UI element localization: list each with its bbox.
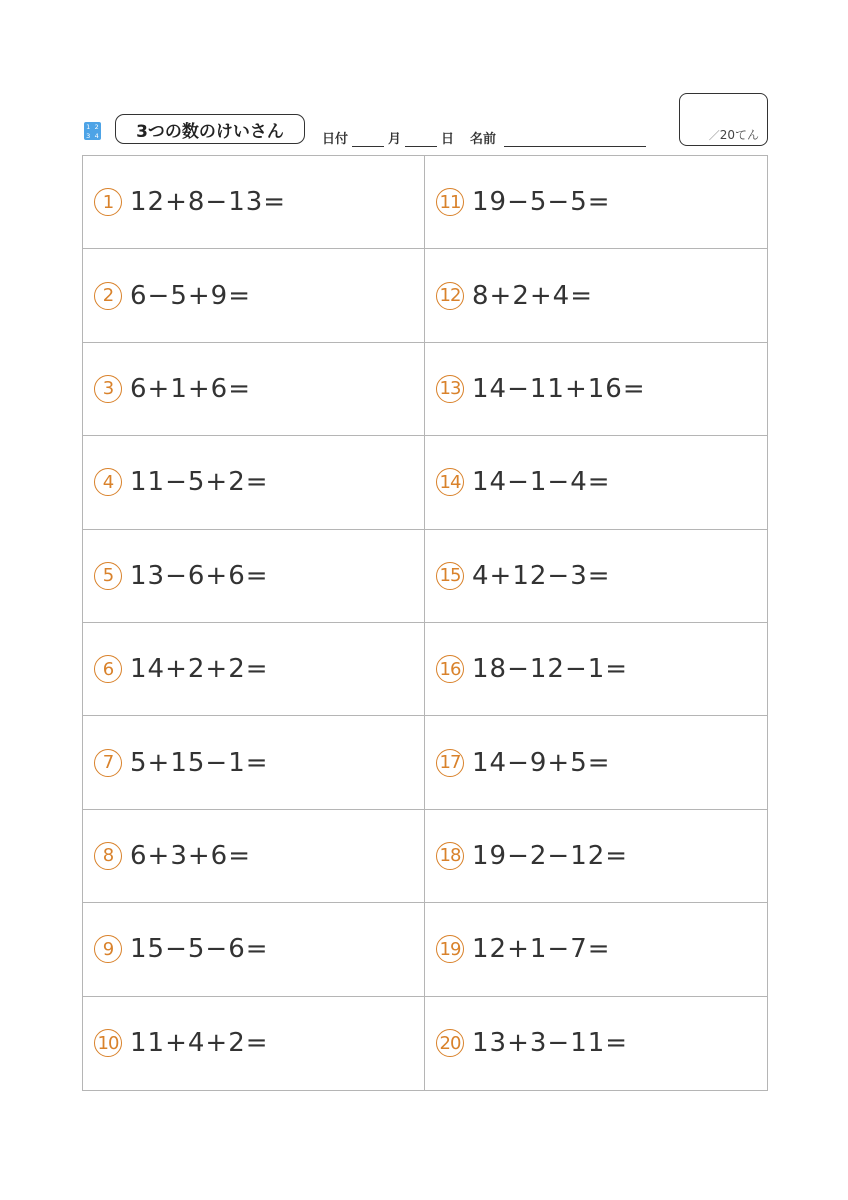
- problem-cell: [425, 810, 767, 903]
- problem-number-circle: 5: [94, 562, 122, 590]
- problem-number-circle: 1: [94, 188, 122, 216]
- score-total: [709, 126, 759, 143]
- problem-number-circle: 2: [94, 282, 122, 310]
- name-blank-line[interactable]: [504, 132, 646, 147]
- problem-expression: 19−5−5=: [472, 187, 611, 218]
- problem-cell: [425, 997, 767, 1090]
- problem-number-circle: 7: [94, 749, 122, 777]
- score-unit: てん: [734, 128, 759, 142]
- problem-cell: [425, 249, 767, 342]
- problem-number-circle: 10: [94, 1029, 122, 1057]
- problem-cell: [83, 810, 425, 903]
- problem-expression: 11−5+2=: [130, 467, 269, 498]
- problem-number-circle: 9: [94, 935, 122, 963]
- problem-cell: [425, 903, 767, 996]
- problem-expression: 4+12−3=: [472, 560, 611, 591]
- student-info-fields: [322, 128, 650, 147]
- problem-expression: 6−5+9=: [130, 280, 251, 311]
- score-total-value: 20: [719, 128, 735, 142]
- problem-number-circle: 6: [94, 655, 122, 683]
- problem-number-circle: 8: [94, 842, 122, 870]
- problem-expression: 19−2−12=: [472, 840, 629, 871]
- date-label: 日付: [322, 132, 349, 147]
- problem-expression: 15−5−6=: [130, 934, 269, 965]
- problem-expression: 6+1+6=: [130, 373, 251, 404]
- problem-number-circle: 11: [436, 188, 464, 216]
- problem-cell: [425, 156, 767, 249]
- problem-number-circle: 14: [436, 468, 464, 496]
- title-text: 3つの数のけいさん: [136, 121, 284, 142]
- problem-cell: [425, 716, 767, 809]
- worksheet-logo-icon: [84, 122, 101, 140]
- problem-number-circle: 3: [94, 375, 122, 403]
- logo-glyph: 3: [86, 131, 91, 140]
- problem-cell: [425, 436, 767, 529]
- problem-cell: [425, 530, 767, 623]
- problem-cell: [83, 436, 425, 529]
- problem-expression: 14−1−4=: [472, 467, 611, 498]
- problem-expression: 14−11+16=: [472, 373, 646, 404]
- problem-cell: [83, 530, 425, 623]
- problem-number-circle: 4: [94, 468, 122, 496]
- problem-cell: [83, 903, 425, 996]
- problem-cell: [425, 343, 767, 436]
- logo-glyph: 1: [86, 123, 91, 131]
- problem-cell: [83, 716, 425, 809]
- problem-number-circle: 12: [436, 282, 464, 310]
- problem-cell: [83, 156, 425, 249]
- month-label: 月: [388, 132, 402, 147]
- problem-cell: [83, 623, 425, 716]
- problem-cell: [83, 997, 425, 1090]
- problem-expression: 12+1−7=: [472, 934, 611, 965]
- problem-number-circle: 20: [436, 1029, 464, 1057]
- problem-expression: 14−9+5=: [472, 747, 611, 778]
- problem-expression: 14+2+2=: [130, 654, 269, 685]
- problem-number-circle: 13: [436, 375, 464, 403]
- problem-number-circle: 17: [436, 749, 464, 777]
- problem-expression: 13+3−11=: [472, 1028, 629, 1059]
- month-blank-line[interactable]: [352, 132, 384, 147]
- name-label: 名前: [470, 132, 497, 147]
- problem-number-circle: 18: [436, 842, 464, 870]
- score-slash: ／: [708, 129, 720, 142]
- problem-expression: 18−12−1=: [472, 654, 629, 685]
- problem-expression: 5+15−1=: [130, 747, 269, 778]
- problem-expression: 12+8−13=: [130, 187, 287, 218]
- day-blank-line[interactable]: [405, 132, 437, 147]
- score-box[interactable]: [679, 93, 768, 146]
- worksheet-title: [115, 114, 305, 144]
- problem-number-circle: 16: [436, 655, 464, 683]
- problem-expression: 6+3+6=: [130, 840, 251, 871]
- problem-expression: 8+2+4=: [472, 280, 593, 311]
- problem-number-circle: 19: [436, 935, 464, 963]
- problem-cell: [425, 623, 767, 716]
- problem-expression: 11+4+2=: [130, 1028, 269, 1059]
- problem-grid: [82, 155, 768, 1091]
- problem-number-circle: 15: [436, 562, 464, 590]
- problem-expression: 13−6+6=: [130, 560, 269, 591]
- problem-cell: [83, 249, 425, 342]
- logo-glyph: 2: [94, 123, 99, 131]
- problem-cell: [83, 343, 425, 436]
- logo-glyph: 4: [94, 131, 99, 140]
- day-label: 日: [441, 132, 455, 147]
